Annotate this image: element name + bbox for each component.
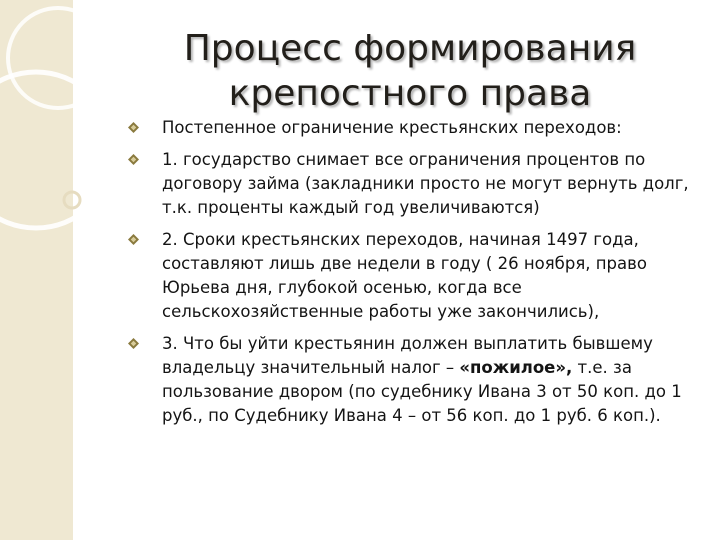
diamond-bullet-icon bbox=[128, 122, 139, 133]
diamond-bullet-icon bbox=[128, 338, 139, 349]
decorative-circle-small bbox=[8, 8, 108, 108]
bullet-text-after: т.е. за пользование двором (по судебнику Ивана 3 от 50 коп. до 1 руб., по Судебнику Ивана 4 – от 56 коп. до 1 руб. 6 коп.). bbox=[162, 358, 682, 425]
bullet-item bbox=[128, 228, 698, 324]
decorative-circle-accent bbox=[64, 192, 80, 208]
bullet-item bbox=[128, 332, 698, 428]
slide-title bbox=[140, 26, 680, 116]
bullet-text bbox=[162, 334, 682, 425]
slide-title-line2: крепостного права bbox=[228, 73, 592, 114]
bullet-text: Постепенное ограничение крестьянских переходов: bbox=[162, 118, 622, 137]
decorative-circle-large bbox=[0, 72, 114, 228]
bullet-text: 1. государство снимает все ограничения процентов по договору займа (закладники просто не могут вернуть долг, т.к. проценты каждый год увеличиваются) bbox=[162, 150, 689, 217]
diamond-bullet-icon bbox=[128, 234, 139, 245]
bullet-list bbox=[128, 116, 698, 436]
bullet-item bbox=[128, 148, 698, 220]
slide-title-line1: Процесс формирования bbox=[183, 28, 637, 69]
bullet-text-bold: «пожилое», bbox=[459, 358, 573, 377]
diamond-bullet-icon bbox=[128, 154, 139, 165]
bullet-text-before: 3. Что бы уйти крестьянин должен выплатить бывшему владельцу значительный налог – bbox=[162, 334, 653, 377]
bullet-item bbox=[128, 116, 698, 140]
bullet-text: 2. Сроки крестьянских переходов, начиная 1497 года, составляют лишь две недели в году ( 26 ноября, право Юрьева дня, глубокой осенью, когда все сельскохозяйственные работы уже закончились), bbox=[162, 230, 647, 321]
